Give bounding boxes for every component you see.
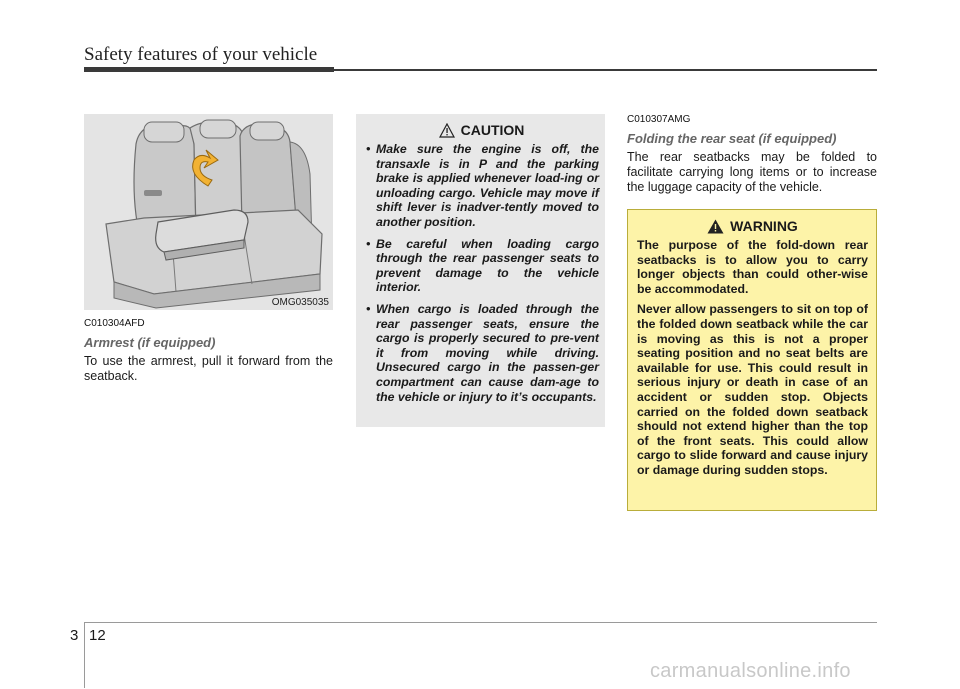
right-column bbox=[627, 114, 877, 511]
caution-item: • Make sure the engine is off, the transaxle is in P and the parking brake is applied whenever load-ing or unloading cargo. Vehicle may move if shift lever is inadver-tently moved to another position. bbox=[366, 142, 599, 229]
section-title: Safety features of your vehicle bbox=[84, 44, 318, 65]
chapter-number: 3 bbox=[70, 627, 79, 644]
left-column bbox=[84, 114, 333, 384]
armrest-subheading: Armrest (if equipped) bbox=[84, 335, 216, 350]
caution-item: • When cargo is loaded through the rear passenger seats, ensure the cargo is properly secured to pre-vent it from moving while driving. Unsecured cargo in the passen-ger compartment can cause dam-age to the vehicle or injury to it’s occupants. bbox=[366, 301, 599, 404]
page-number: 12 bbox=[89, 627, 106, 644]
caution-title: CAUTION bbox=[460, 122, 525, 138]
header-rule-thin bbox=[334, 69, 877, 71]
armrest-body: To use the armrest, pull it forward from the seatback. bbox=[84, 354, 333, 383]
warning-paragraph: The purpose of the fold-down rear seatbacks is to allow you to carry longer objects than could other-wise be accommodated. bbox=[637, 238, 868, 296]
watermark: carmanualsonline.info bbox=[650, 660, 851, 682]
caution-item-text: Be careful when loading cargo through the rear passenger seats to prevent damage to the vehicle interior. bbox=[376, 236, 599, 295]
middle-column bbox=[356, 114, 605, 427]
header-rule-thick bbox=[84, 67, 334, 72]
caution-item-text: Make sure the engine is off, the transaxle is in P and the parking brake is applied whenever load-ing or unloading cargo. Vehicle may move if shift lever is inadver-tently moved to another position. bbox=[376, 142, 599, 229]
warning-box bbox=[627, 209, 877, 511]
folding-subheading: Folding the rear seat (if equipped) bbox=[627, 131, 837, 146]
rear-seat-illustration bbox=[84, 114, 333, 310]
rear-seat-figure bbox=[84, 114, 333, 310]
footer-divider bbox=[84, 622, 85, 688]
figure-label: OMG035035 bbox=[271, 297, 329, 308]
warning-paragraph: Never allow passengers to sit on top of the folded down seatback while the car is moving as this is not a proper seating position and no seat belts are available for use. This could result in serious injury or death in case of an accident or sudden stop. Objects carried on the folded down seatback should not extend higher than the top of the front seats. This could allow cargo to slide forward and cause injury or damage during sudden stops. bbox=[637, 302, 868, 477]
caution-header bbox=[364, 122, 599, 138]
folding-body: The rear seatbacks may be folded to facilitate carrying long items or to increase the luggage capacity of the vehicle. bbox=[627, 150, 877, 194]
warning-header bbox=[637, 218, 868, 234]
section-code: C010304AFD bbox=[84, 318, 145, 329]
caution-box bbox=[356, 114, 605, 427]
caution-item: • Be careful when loading cargo through the rear passenger seats to prevent damage to the vehicle interior. bbox=[366, 236, 599, 295]
caution-triangle-outline-icon bbox=[439, 123, 455, 138]
caution-list bbox=[364, 142, 599, 404]
footer-rule bbox=[84, 622, 877, 623]
warning-triangle-filled-icon bbox=[707, 219, 724, 234]
caution-item-text: When cargo is loaded through the rear passenger seats, ensure the cargo is properly secured to pre-vent it from moving while driving. Unsecured cargo in the passen-ger compartment can cause dam-age to the vehicle or injury to it’s occupants. bbox=[376, 301, 599, 404]
warning-title: WARNING bbox=[730, 218, 798, 234]
section-code: C010307AMG bbox=[627, 114, 691, 125]
